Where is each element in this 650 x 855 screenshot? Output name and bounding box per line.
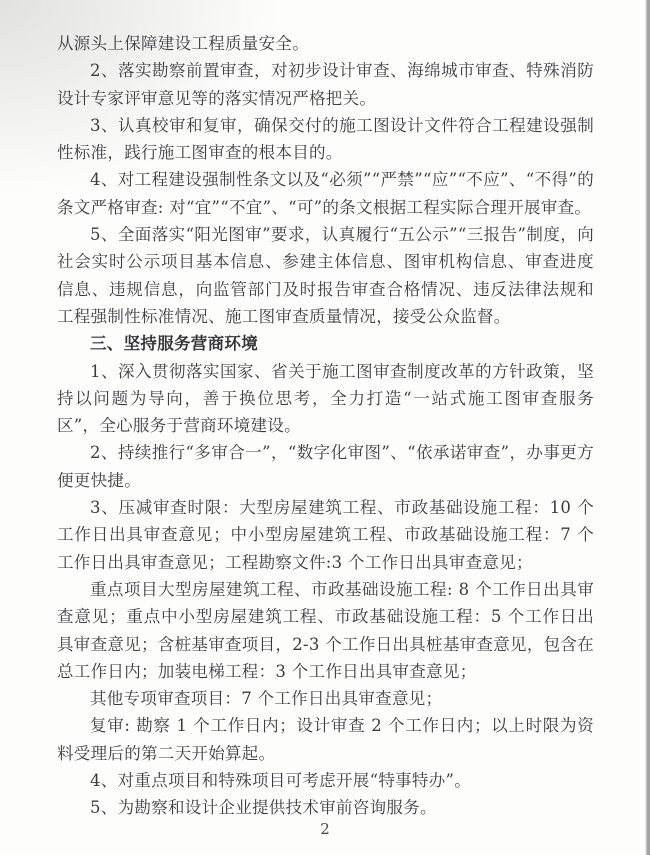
page-number: 2 — [320, 820, 330, 838]
paragraph: 1、深入贯彻落实国家、省关于施工图审查制度改革的方针政策，坚持以问题为导向，善于换位思考，全力打造“一站式施工图审查服务区”，全心服务于营商环境建设。 — [57, 361, 594, 436]
document-body — [57, 30, 594, 822]
paragraph: 3、认真校审和复审，确保交付的施工图设计文件符合工程建设强制性标准，践行施工图审查的根本目的。 — [57, 115, 594, 163]
paragraph: 4、对重点项目和特殊项目可考虑开展“特事特办”。 — [90, 771, 472, 791]
paragraph: 5、全面落实“阳光图审”要求，认真履行“五公示”“三报告”制度，向社会实时公示项目基本信息、参建主体信息、图审机构信息、审查进度信息、违规信息，向监管部门及时报告审查合格情况、违反法律法规和工程强制性标准情况、施工图审查质量情况，接受公众监督。 — [57, 225, 594, 326]
paragraph: 复审: 勘察 1 个工作日内；设计审查 2 个工作日内；以上时限为资料受理后的第二天开始算起。 — [57, 716, 594, 763]
paragraph: 3、压减审查时限：大型房屋建筑工程、市政基础设施工程：10 个工作日出具审查意见；中小型房屋建筑工程、市政基础设施工程：7 个工作日出具审查意见；工程勘察文件:3 个工作日出具审查意见； — [57, 498, 594, 572]
scan-edge-strip — [645, 0, 650, 855]
paragraph: 5、为勘察和设计企业提供技术审前咨询服务。 — [90, 798, 437, 818]
paragraph: 4、对工程建设强制性条文以及“必须”“严禁”“应”“不应”、“不得”的条文严格审查: 对“宜”“不宜”、“可”的条文根据工程实际合理开展审查。 — [57, 170, 594, 217]
paragraph: 2、落实勘察前置审查，对初步设计审查、海绵城市审查、特殊消防设计专家评审意见等的落实情况严格把关。 — [57, 61, 594, 108]
paragraph: 其他专项审查项目：7 个工作日出具审查意见； — [90, 689, 443, 709]
paragraph: 重点项目大型房屋建筑工程、市政基础设施工程: 8 个工作日出具审查意见；重点中小型房屋建筑工程、市政基础设施工程：5 个工作日出具审查意见；含桩基审查项目，2-3 个工作日出具桩基审查意见，包含在总工作日内；加装电梯工程：3 个工作日出具审查意见； — [57, 579, 595, 681]
paragraph: 2、持续推行“多审合一”，“数字化审图”、“依承诺审查”，办事更方便更快捷。 — [57, 443, 594, 490]
paragraph: 从源头上保障建设工程质量安全。 — [57, 34, 309, 53]
section-heading: 三、坚持服务营商环境 — [90, 334, 258, 354]
